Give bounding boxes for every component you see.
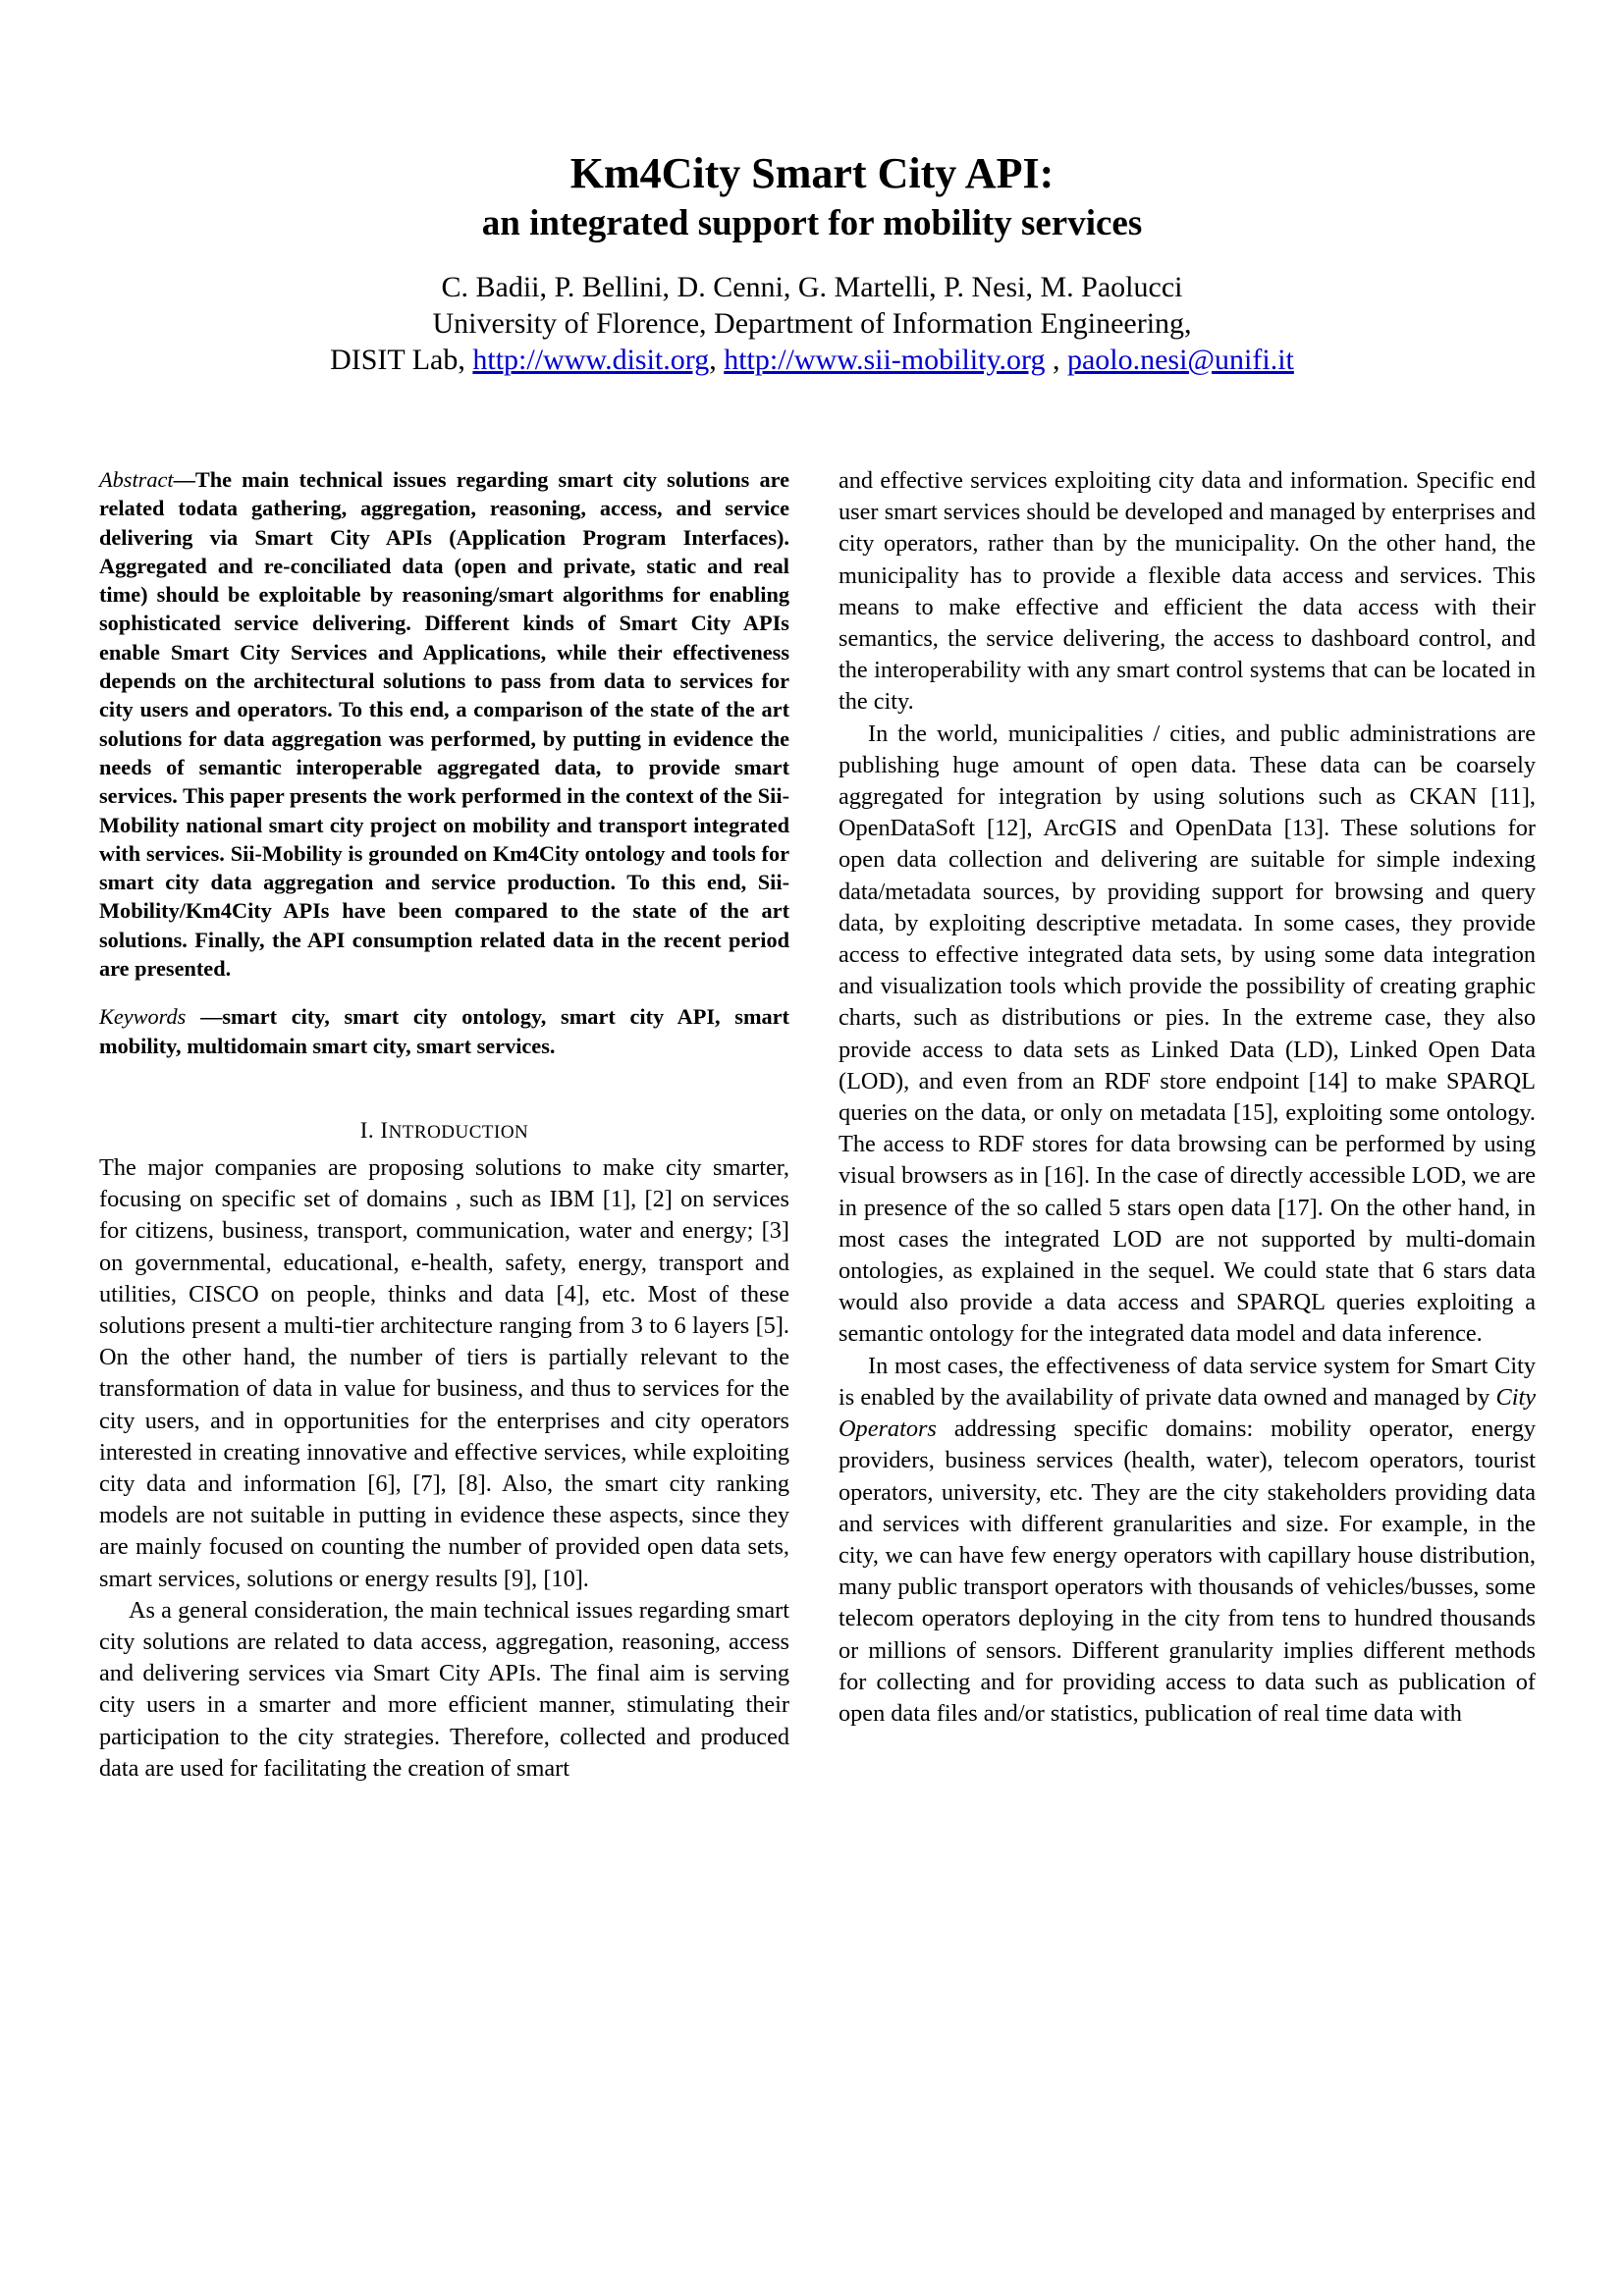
author-list: C. Badii, P. Bellini, D. Cenni, G. Martelli, P. Nesi, M. Paolucci (441, 271, 1183, 303)
p3-text-end: addressing specific domains: mobility operator, energy providers, business services (health, water), telecom operators, tourist operators, university, etc. They are the city stakeholders providing data and services with different granularities and size. For example, in the city, we can have few energy operators with capillary house distribution, many public transport operators with thousands of vehicles/busses, some telecom operators deploying in the city from tens to hundred thousands or millions of sensors. Different granularity implies different methods for collecting and for providing access to data such as publication of open data files and/or statistics, publication of real time data with (839, 1415, 1536, 1727)
keywords-text: —smart city, smart city ontology, smart city API, smart mobility, multidomain smart city, smart services. (99, 1004, 789, 1058)
keywords (99, 1002, 789, 1060)
intro-paragraph-2: As a general consideration, the main technical issues regarding smart city solutions are related to data access, aggregation, reasoning, access and delivering services via Smart City APIs. The final aim is serving city users in a smarter and more efficient manner, stimulating their participation to the city strategies. Therefore, collected and produced data are used for facilitating the creation of smart (99, 1596, 789, 1782)
keywords-label: Keywords (99, 1004, 187, 1030)
intro-paragraph-1: The major companies are proposing solutions to make city smarter, focusing on specific set of domains , such as IBM [1], [2] on services for citizens, business, transport, communication, water and energy; [3] on governmental, educational, e-health, safety, energy, transport and utilities, CISCO on people, thinks and data [4], etc. Most of these solutions present a multi-tier architecture ranging from 3 to 6 layers [5]. On the other hand, the number of tiers is partially relevant to the transformation of data in value for business, and thus to services for the city users, and in opportunities for the enterprises and city operators interested in creating innovative and effective services, while exploiting city data and information [6], [7], [8]. Also, the smart city ranking models are not suitable in putting in evidence these aspects, since they are mainly focused on counting the number of provided open data sets, smart services, solutions or energy results [9], [10]. (99, 1153, 789, 1592)
section-title-rest: NTRODUCTION (388, 1121, 529, 1143)
affiliation: University of Florence, Department of Information Engineering, (432, 307, 1192, 340)
abstract-label: Abstract (99, 467, 174, 492)
p3-emphasis: City Operators (839, 1383, 1536, 1443)
abstract-text: The main technical issues regarding smart city solutions are related todata gathering, aggregation, reasoning, access, and service delivering via Smart City APIs (Application Program Interfaces). Aggregated and re-conciliated data (open and private, static and real time) should be exploitable by reasoning/smart algorithms for enabling sophisticated service delivering. Different kinds of Smart City APIs enable Smart City Services and Applications, while their effectiveness depends on the architectural solutions to pass from data to services for city users and operators. To this end, a comparison of the state of the art solutions for data aggregation was performed, by putting in evidence the needs of semantic interoperable aggregated data, to provide smart services. This paper presents the work performed in the context of the Sii-Mobility national smart city project on mobility and transport integrated with services. Sii-Mobility is grounded on Km4City ontology and tools for smart city data aggregation and service production. To this end, Sii-Mobility/Km4City APIs have been compared to the state of the art solutions. Finally, the API consumption related data in the recent period are presented. (99, 467, 789, 982)
disit-link[interactable]: http://www.disit.org (472, 344, 710, 376)
lab-line (0, 342, 1624, 378)
email-link[interactable]: paolo.nesi@unifi.it (1066, 344, 1294, 376)
link-separator: , (709, 344, 725, 376)
right-paragraph-2: In the world, municipalities / cities, and public administrations are publishing huge amount of open data. These data can be coarsely aggregated for integration by using solutions such as CKAN [11], OpenDataSoft [12], ArcGIS and OpenData [13]. These solutions for open data collection and delivering are suitable for simple indexing data/metadata sources, by providing support for browsing and query data, by exploiting descriptive metadata. In some cases, they provide access to effective integrated data sets, by using some data integration and visualization tools which provide the possibility of creating graphic charts, such as distributions or pies. In the extreme case, they also provide access to data sets as Linked Data (LD), Linked Open Data (LOD), and even from an RDF store endpoint [14] to make SPARQL queries on the data, or only on metadata [15], exploiting some ontology. The access to RDF stores for data browsing can be performed by using visual browsers as in [16]. In the case of directly accessible LOD, we are in presence of the so called 5 stars open data [17]. On the other hand, in most cases the integrated LOD are not supported by multi-domain ontologies, as explained in the sequel. We could state that 6 stars data would also provide a data access and SPARQL queries exploiting a semantic ontology for the integrated data model and data inference. (839, 720, 1536, 1348)
abstract-dash: — (173, 467, 195, 492)
right-column (839, 465, 1536, 1730)
link-separator: , (1045, 344, 1067, 376)
right-paragraph-3 (839, 1351, 1536, 1730)
paper-title: Km4City Smart City API: (569, 149, 1055, 197)
p3-text-start: In most cases, the effectiveness of data service system for Smart City is enabled by the availability of private data owned and managed by (839, 1352, 1536, 1411)
sii-mobility-link[interactable]: http://www.sii-mobility.org (724, 344, 1046, 376)
section-title-first: I (380, 1117, 389, 1143)
title-block (0, 147, 1624, 378)
paper-subtitle: an integrated support for mobility services (481, 203, 1143, 243)
section-heading-introduction (99, 1115, 789, 1148)
abstract (99, 465, 789, 983)
lab-prefix: DISIT Lab, (330, 344, 473, 376)
right-paragraph-1: and effective services exploiting city data and information. Specific end user smart services should be developed and managed by enterprises and city operators, rather than by the municipality. On the other hand, the municipality has to provide a flexible data access and services. This means to make effective and efficient the data access with their semantics, the service delivering, the access to dashboard control, and the interoperability with any smart control systems that can be located in the city. (839, 467, 1536, 716)
section-number: I. (359, 1117, 375, 1143)
left-column (99, 465, 789, 1785)
